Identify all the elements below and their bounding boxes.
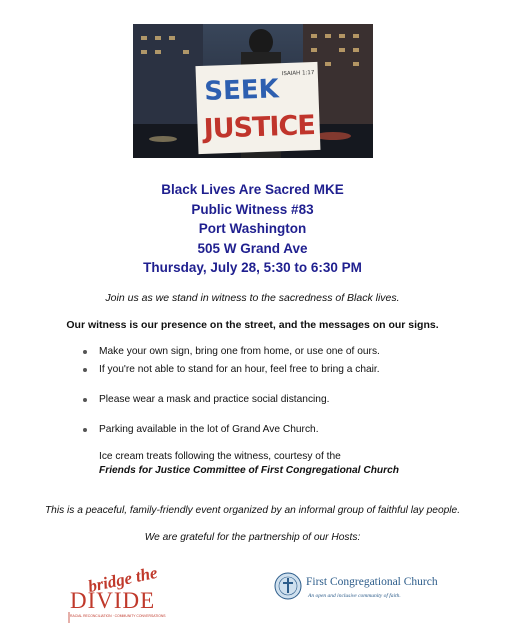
list-item-text: If you're not able to stand for an hour, feel free to bring a chair. [99,364,380,375]
event-location: Port Washington [198,221,307,236]
bullet-icon [83,368,87,372]
list-item [99,346,380,357]
event-details [0,180,505,278]
icecream-line: Ice cream treats following the witness, courtesy of the [99,451,341,462]
grateful-statement: We are grateful for the partnership of our Hosts: [144,532,361,543]
fcc-tagline: An open and inclusive community of faith. [308,593,401,599]
fcc-name: First Congregational Church [306,576,438,588]
list-item-text: Parking available in the lot of Grand Ave Church. [99,424,319,435]
list-item [99,364,380,375]
event-title: Black Lives Are Sacred MKE [161,182,344,197]
list-item [99,394,329,405]
list-item-text: Please wear a mask and practice social distancing. [99,394,330,405]
btd-main-text: DIVIDE [70,588,156,613]
witness-statement: Our witness is our presence on the street, and the messages on our signs. [66,319,439,331]
event-datetime: Thursday, July 28, 5:30 to 6:30 PM [143,260,362,275]
event-address: 505 W Grand Ave [197,240,308,256]
sign-text-justice: JUSTICE [203,110,316,145]
bullet-icon [83,350,87,354]
list-item [99,424,319,435]
bullet-icon [83,398,87,402]
icecream-note [99,450,399,478]
protest-photo-graphic [133,24,373,158]
btd-sub-text: RACIAL RECONCILIATION · COMMUNITY CONVERSATIONS [70,614,166,618]
first-congregational-logo [270,568,470,608]
event-number: Public Witness #83 [191,201,314,217]
icecream-sponsor: Friends for Justice Committee of First Congregational Church [99,465,399,476]
bridge-the-divide-logo [68,562,198,624]
intro-text: Join us as we stand in witness to the sacredness of Black lives. [105,292,400,304]
list-item-text: Make your own sign, bring one from home, or use one of ours. [99,346,380,357]
sign-text-seek: SEEK [203,74,280,107]
bullet-icon [83,428,87,432]
btd-top-text: bridge the [86,562,160,597]
peaceful-statement: This is a peaceful, family-friendly event organized by an informal group of faithful lay people. [44,505,461,516]
church-seal-icon [274,572,302,600]
event-photo [133,24,373,158]
sign-text-ref: ISAIAH 1:17 [281,70,315,78]
